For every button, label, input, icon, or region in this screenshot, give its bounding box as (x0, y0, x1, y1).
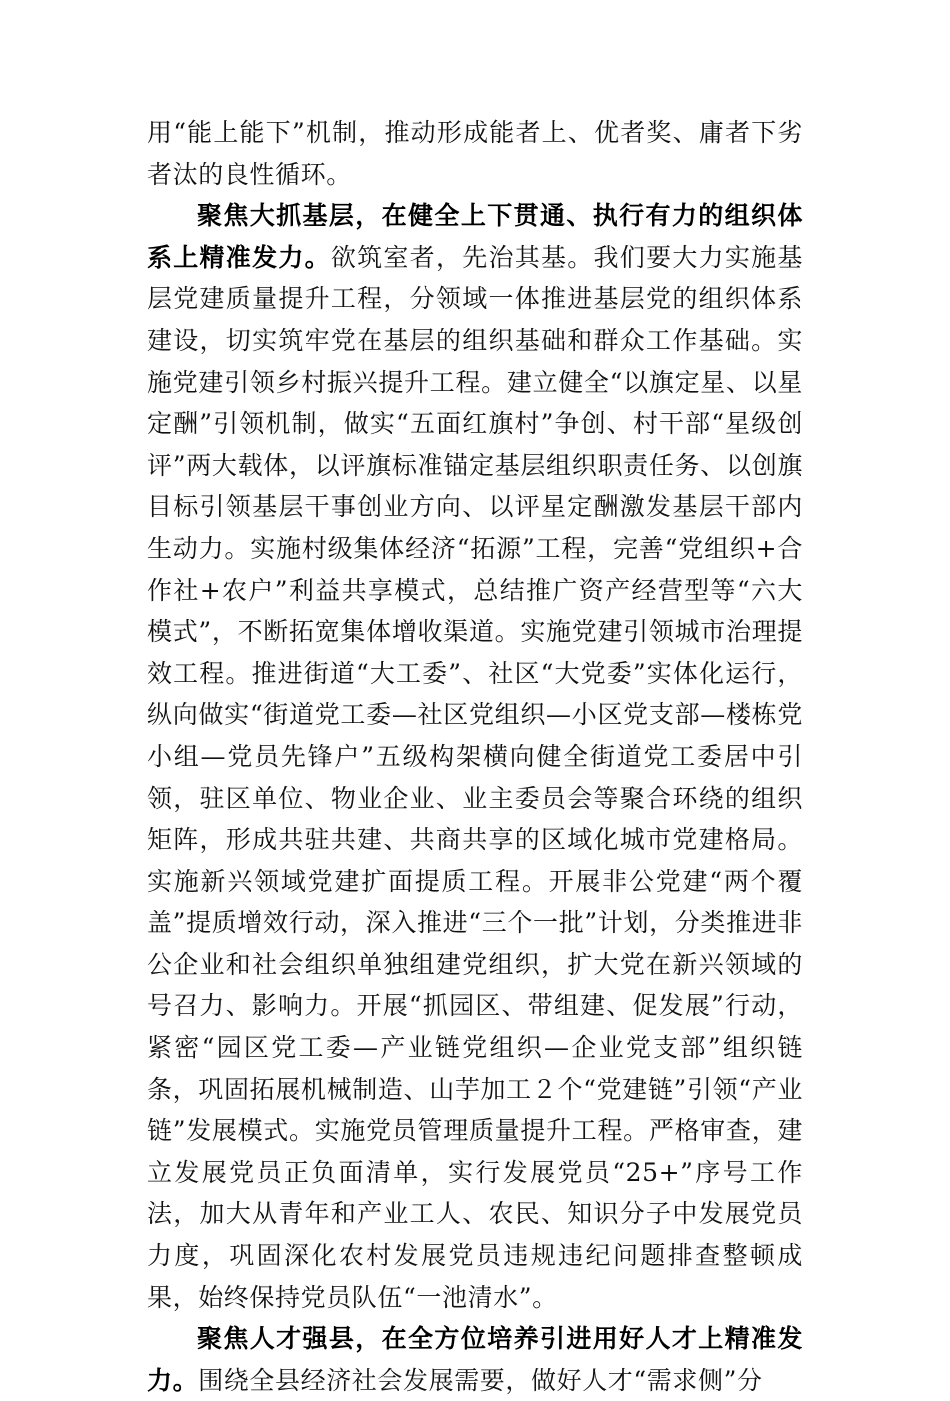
paragraph-1 (147, 112, 803, 195)
document-page (147, 112, 803, 1401)
paragraph-1-text: 用“能上能下”机制，推动形成能者上、优者奖、庸者下劣者汰的良性循环。 (147, 118, 803, 189)
paragraph-3 (147, 1318, 803, 1401)
paragraph-3-text: 围绕全县经济社会发展需要，做好人才“需求侧”分 (198, 1365, 763, 1395)
paragraph-3-lead: 聚焦人才强县，在全方位培养引进用好人才上精准发力。 (147, 1324, 803, 1395)
paragraph-2-text: 欲筑室者，先治其基。我们要大力实施基层党建质量提升工程，分领域一体推进基层党的组织体系建设，切实筑牢党在基层的组织基础和群众工作基础。实施党建引领乡村振兴提升工程。建立健全“以旗定星、以星定酬”引领机制，做实“五面红旗村”争创、村干部“星级创评”两大载体，以评旗标准锚定基层组织职责任务、以创旗目标引领基层干事创业方向、以评星定酬激发基层干部内生动力。实施村级集体经济“拓源”工程，完善“党组织+合作社+农户”利益共享模式，总结推广资产经营型等“六大模式”，不断拓宽集体增收渠道。实施党建引领城市治理提效工程。推进街道“大工委”、社区“大党委”实体化运行，纵向做实“街道党工委—社区党组织—小区党支部—楼栋党小组—党员先锋户”五级构架横向健全街道党工委居中引领，驻区单位、物业企业、业主委员会等聚合环绕的组织矩阵，形成共驻共建、共商共享的区域化城市党建格局。实施新兴领域党建扩面提质工程。开展非公党建“两个覆盖”提质增效行动，深入推进“三个一批”计划，分类推进非公企业和社会组织单独组建党组织，扩大党在新兴领域的号召力、影响力。开展“抓园区、带组建、促发展”行动，紧密“园区党工委—产业链党组织—企业党支部”组织链条，巩固拓展机械制造、山芋加工２个“党建链”引领“产业链”发展模式。实施党员管理质量提升工程。严格审查，建立发展党员正负面清单，实行发展党员“25+”序号工作法，加大从青年和产业工人、农民、知识分子中发展党员力度，巩固深化农村发展党员违规违纪问题排查整顿成果，始终保持党员队伍“一池清水”。 (147, 242, 803, 1312)
paragraph-2 (147, 195, 803, 1318)
paragraph-2-lead: 聚焦大抓基层，在健全上下贯通、执行有力的组织体系上精准发力。 (147, 201, 803, 272)
